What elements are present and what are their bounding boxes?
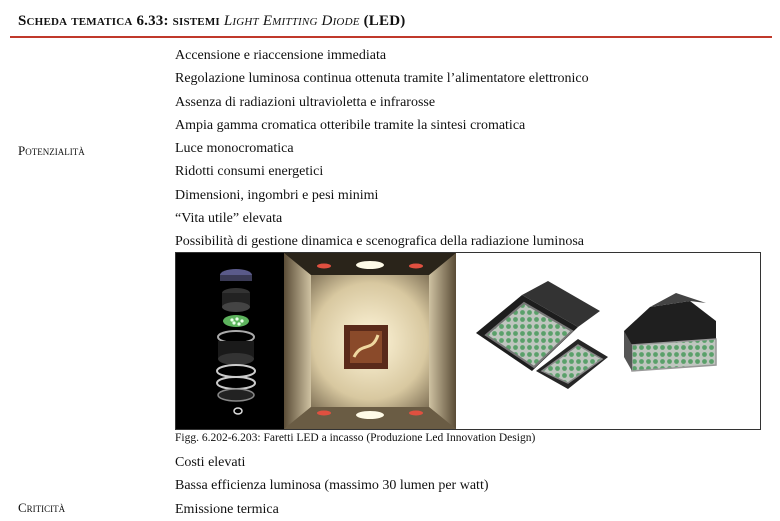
- list-item: Possibilità di gestione dinamica e scenografica della radiazione luminosa: [175, 234, 584, 250]
- criticita-list: [175, 451, 489, 521]
- list-item: Accensione e riaccensione immediata: [175, 48, 387, 63]
- list-item: Assenza di radiazioni ultravioletta e infrarosse: [175, 94, 436, 110]
- list-item: Costi elevati: [175, 455, 246, 470]
- title-underline: [10, 36, 772, 38]
- list-item: Ampia gamma cromatica otteribile tramite la sintesi cromatica: [175, 117, 526, 133]
- title-prefix: Scheda tematica 6.33: sistemi: [18, 13, 224, 29]
- led-figure: [175, 252, 761, 430]
- list-item: Emissione termica: [175, 501, 279, 517]
- list-item: Dimensioni, ingombri e pesi minimi: [175, 187, 379, 203]
- list-item: Luce monocromatica: [175, 141, 294, 157]
- title-suffix: (LED): [359, 13, 406, 29]
- potenzialita-list: [175, 44, 589, 254]
- exploded-spot-image: [176, 253, 284, 429]
- slide-title: [18, 13, 405, 30]
- figure-caption: Figg. 6.202-6.203: Faretti LED a incasso (Produzione Led Innovation Design): [175, 432, 536, 444]
- title-italic: Light Emitting Diode: [223, 13, 360, 29]
- list-item: Ridotti consumi energetici: [175, 164, 324, 180]
- list-item: “Vita utile” elevata: [175, 211, 283, 227]
- criticita-label: Criticità: [18, 500, 66, 515]
- list-item: Regolazione luminosa continua ottenuta tramite l’alimentatore elettronico: [175, 71, 589, 87]
- led-product-images: [176, 253, 760, 429]
- led-fixtures-image: [456, 253, 760, 429]
- potenzialita-label: Potenzialità: [18, 143, 85, 158]
- niche-installation-image: [284, 253, 456, 429]
- list-item: Bassa efficienza luminosa (massimo 30 lumen per watt): [175, 478, 489, 494]
